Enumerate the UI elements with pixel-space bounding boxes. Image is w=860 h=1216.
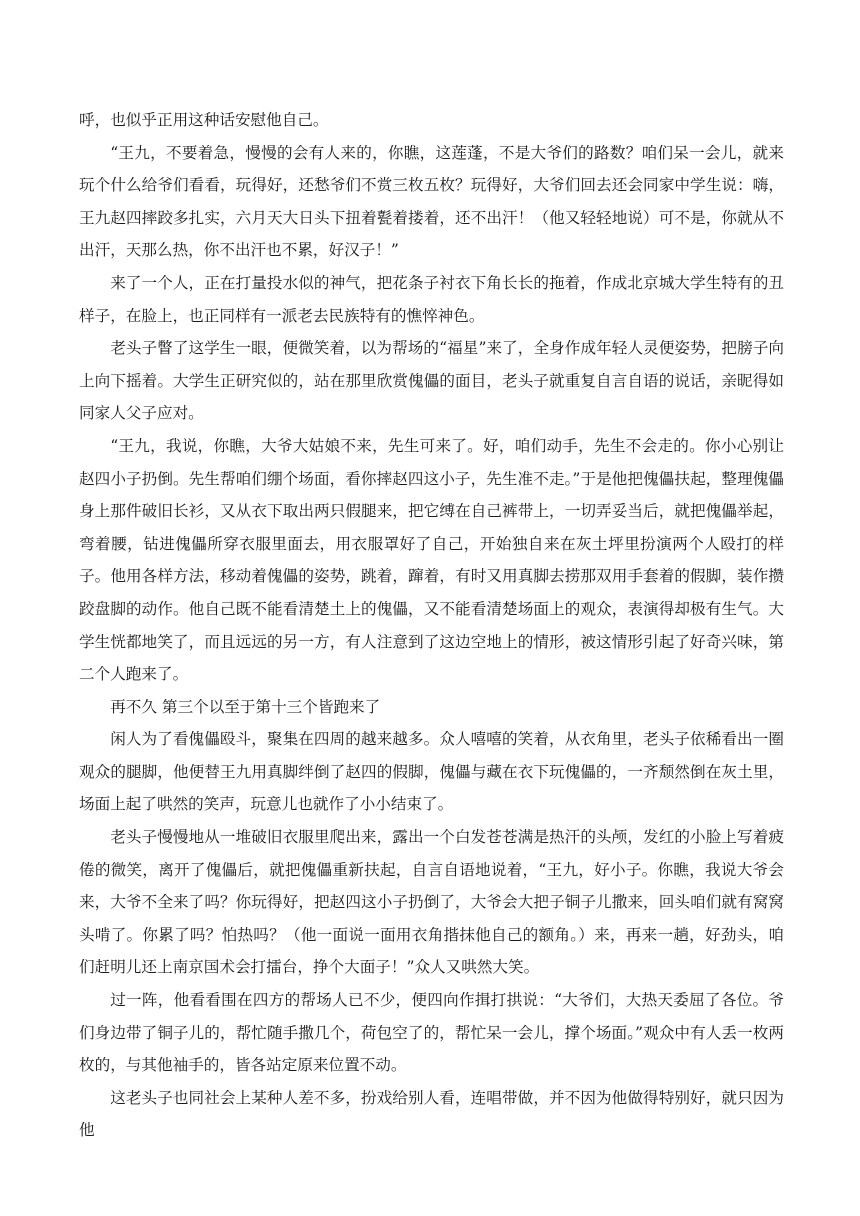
paragraph-9: 过一阵，他看看围在四方的帮场人已不少，便四向作揖打拱说：“大爷们，大热天委屈了各位。爷们身边带了铜子儿的，帮忙随手撒几个，荷包空了的，帮忙呆一会儿，撑个场面。”观众中有人丢一枚两枚的，与其他袖手的，皆各站定原来位置不动。 — [79, 991, 784, 1075]
paragraph-10: 这老头子也同社会上某种人差不多，扮戏给别人看，连唱带做，并不因为他做得特别好，就只因为他 — [79, 1088, 784, 1140]
paragraph-2: “王九，不要着急，慢慢的会有人来的，你瞧，这莲蓬，不是大爷们的路数？咱们呆一会儿，就来玩个什么给爷们看看，玩得好，还愁爷们不赏三枚五枚？玩得好，大爷们回去还会同家中学生说：嗨，王九赵四摔跤多扎实，六月天大日头下扭着甏着搂着，还不出汗！（他又轻轻地说）可不是，你就从不出汗，天那么热，你不出汗也不累，好汉子！” — [79, 143, 784, 260]
article-body — [79, 104, 784, 1147]
paragraph-7: 闲人为了看傀儡殴斗，聚集在四周的越来越多。众人嘻嘻的笑着，从衣角里，老头子依稀看出一圈观众的腿脚，他便替王九用真脚绊倒了赵四的假脚，傀儡与藏在衣下玩傀儡的，一齐颓然倒在灰土里，场面上起了哄然的笑声，玩意儿也就作了小小结束了。 — [79, 730, 784, 814]
paragraph-6: 再不久 第三个以至于第十三个皆跑来了 — [110, 697, 381, 716]
paragraph-4: 老头子瞥了这学生一眼，便微笑着，以为帮场的“福星”来了，全身作成年轻人灵便姿势，把膀子向上向下摇着。大学生正研究似的，站在那里欣赏傀儡的面目，老头子就重复自言自语的说话，亲昵得如同家人父子应对。 — [79, 339, 784, 423]
paragraph-8: 老头子慢慢地从一堆破旧衣服里爬出来，露出一个白发苍苍满是热汗的头颅，发红的小脸上写着疲倦的微笑，离开了傀儡后，就把傀儡重新扶起，自言自语地说着，“王九，好小子。你瞧，我说大爷会来，大爷不全来了吗？你玩得好，把赵四这小子扔倒了，大爷会大把子铜子儿撒来，回头咱们就有窝窝头啃了。你累了吗？怕热吗？（他一面说一面用衣角揩抹他自己的额角。）来，再来一趟，好劲头，咱们赶明儿还上南京国术会打擂台，挣个大面子！”众人又哄然大笑。 — [79, 828, 784, 977]
paragraph-5: “王九，我说，你瞧，大爷大姑娘不来，先生可来了。好，咱们动手，先生不会走的。你小心别让赵四小子扔倒。先生帮咱们绷个场面，看你摔赵四这小子，先生准不走。”于是他把傀儡扶起，整理傀儡身上那件破旧长衫，又从衣下取出两只假腿来，把它缚在自己裤带上，一切弄妥当后，就把傀儡举起，弯着腰，钻进傀儡所穿衣服里面去，用衣服罩好了自己，开始独自来在灰土坪里扮演两个人殴打的样子。他用各样方法，移动着傀儡的姿势，跳着，蹿着，有时又用真脚去捞那双用手套着的假脚，装作攒跤盘脚的动作。他自己既不能看清楚土上的傀儡，又不能看清楚场面上的观众，表演得却极有生气。大学生恍都地笑了，而且远远的另一方，有人注意到了这边空地上的情形，被这情形引起了好奇兴味，第二个人跑来了。 — [79, 436, 784, 684]
paragraph-3: 来了一个人，正在打量投水似的神气，把花条子衬衣下角长长的拖着，作成北京城大学生特有的丑样子，在脸上，也正同样有一派老去民族特有的憔悴神色。 — [79, 273, 784, 325]
paragraph-1: 呼，也似乎正用这种话安慰他自己。 — [79, 111, 329, 129]
